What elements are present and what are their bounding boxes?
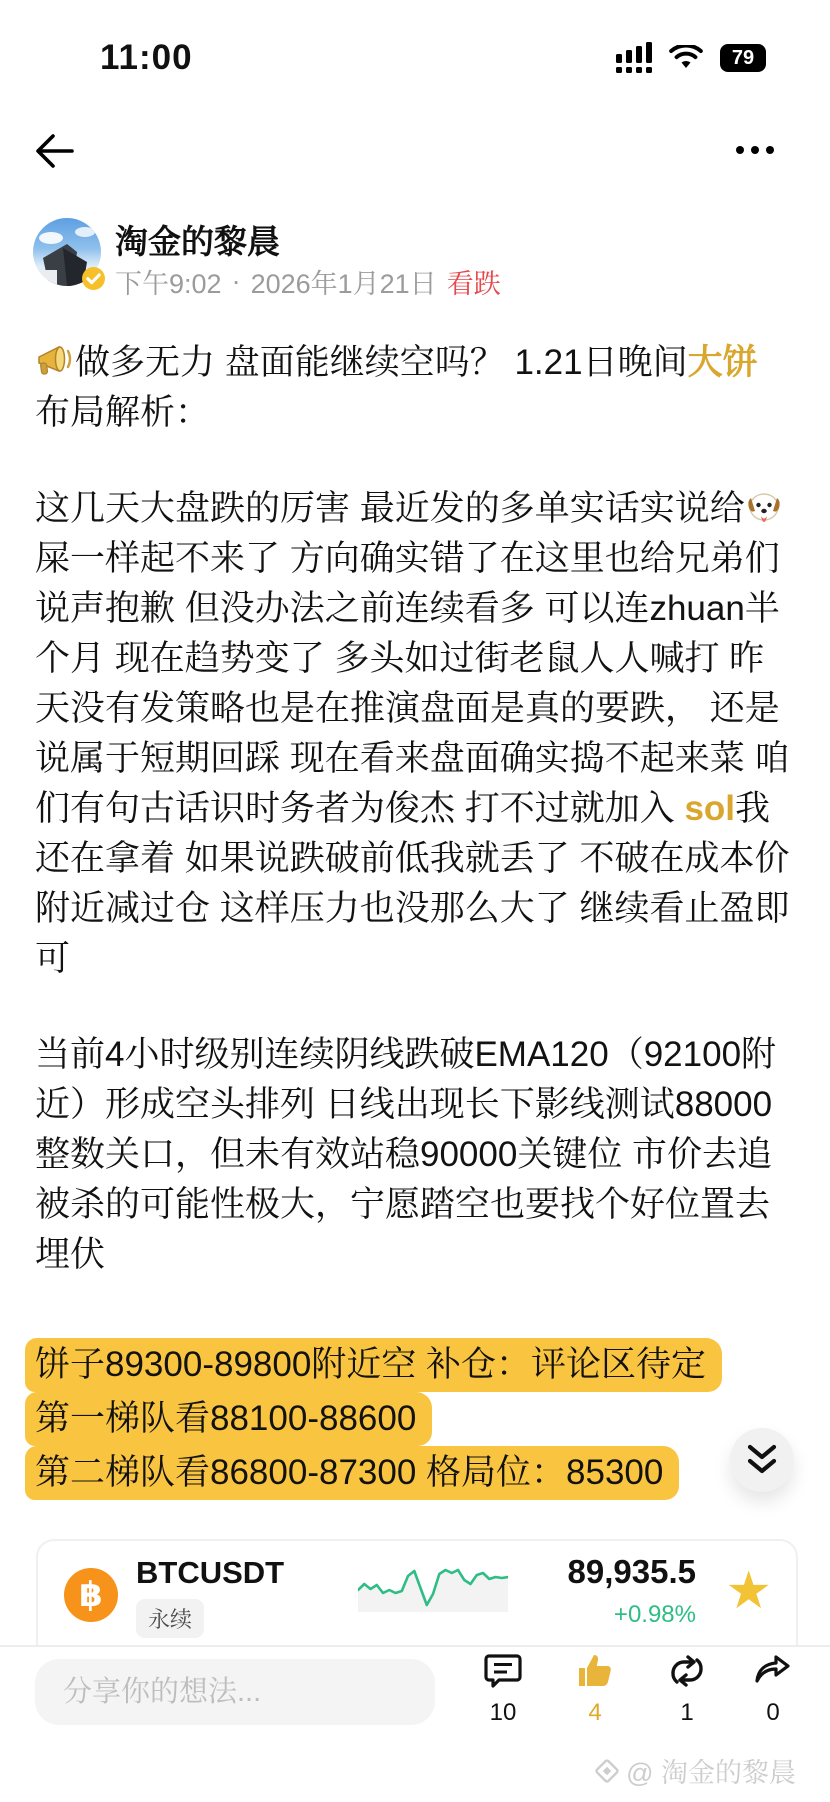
comment-icon	[483, 1651, 523, 1691]
post-line	[35, 534, 807, 584]
like-count: 4	[588, 1699, 602, 1726]
post-text: 埋伏	[35, 1235, 106, 1274]
highlight-marker	[25, 1392, 432, 1446]
post-text-gold: sol	[684, 789, 736, 828]
post-line	[35, 684, 807, 734]
ticker-change: +0.98%	[613, 1601, 696, 1628]
post-text: 近）形成空头排列 日线出现长下影线测试88000	[35, 1085, 773, 1124]
post-line-highlighted	[35, 1446, 807, 1500]
post-text-gold: 大饼	[687, 343, 758, 382]
post-line	[35, 1180, 807, 1230]
ticker-card[interactable]	[36, 1539, 798, 1649]
post-text: 当前4小时级别连续阴线跌破EMA120（92100附	[35, 1035, 777, 1074]
post-line	[35, 834, 807, 884]
post-line	[35, 784, 807, 834]
wifi-icon	[669, 45, 703, 71]
post-text: 附近减过仓 这样压力也没那么大了 继续看止盈即	[35, 889, 790, 928]
share-icon	[753, 1651, 793, 1691]
post-text: 第二梯队看86800-87300 格局位：85300	[35, 1453, 664, 1492]
price-sparkline	[358, 1559, 508, 1617]
clock: 11:00	[100, 38, 193, 77]
highlight-marker	[25, 1446, 679, 1500]
perpetual-tag: 永续	[136, 1599, 204, 1638]
post-meta	[115, 262, 501, 301]
dog-emoji-icon	[745, 489, 783, 525]
post-line	[35, 1030, 807, 1080]
post-line	[35, 1130, 807, 1180]
meta-separator: ·	[231, 266, 241, 296]
post-text: 被杀的可能性极大，宁愿踏空也要找个好位置去	[35, 1185, 771, 1224]
repost-icon	[667, 1651, 707, 1691]
repost-button[interactable]	[652, 1651, 722, 1727]
like-button[interactable]	[560, 1651, 630, 1727]
post-line	[35, 484, 807, 534]
post-text: 饼子89300-89800附近空 补仓：评论区待定	[35, 1345, 707, 1384]
nav-bar	[0, 128, 830, 178]
post-text: 布局解析：	[35, 393, 211, 432]
author-header	[33, 218, 797, 299]
post-text: 说属于短期回踩 现在看来盘面确实捣不起来菜 咱	[35, 739, 790, 778]
post-line-highlighted	[35, 1392, 807, 1446]
author-name[interactable]: 淘金的黎晨	[115, 223, 280, 260]
comment-input[interactable]: 分享你的想法...	[35, 1659, 435, 1725]
bitcoin-logo-icon: ฿	[64, 1568, 118, 1622]
post-text: 说声抱歉 但没办法之前连续看多 可以连zhuan半	[35, 589, 780, 628]
ticker-price: 89,935.5	[567, 1553, 696, 1590]
verified-badge-icon	[81, 266, 106, 291]
post-line	[35, 1080, 807, 1130]
post-line	[35, 388, 807, 438]
share-button[interactable]	[738, 1651, 808, 1727]
post-time: 下午9:02	[115, 269, 222, 299]
comment-count: 10	[489, 1699, 517, 1726]
watermark	[594, 1751, 796, 1790]
post-line	[35, 584, 807, 634]
post-text: 做多无力 盘面能继续空吗？ 1.21日晚间	[75, 343, 688, 382]
post-line-highlighted	[35, 1338, 807, 1392]
post-text: 整数关口，但未有效站稳90000关键位 市价去追	[35, 1135, 773, 1174]
megaphone-emoji	[35, 343, 75, 393]
post-text: 天没有发策略也是在推演盘面是真的要跌， 还是	[35, 689, 780, 728]
battery-percent: 79	[720, 44, 766, 72]
post-line	[35, 734, 807, 784]
share-count: 0	[766, 1699, 780, 1726]
thumbs-up-icon	[575, 1651, 615, 1691]
post-line	[35, 634, 807, 684]
post-text: 屎一样起不来了 方向确实错了在这里也给兄弟们	[35, 539, 780, 578]
post-line	[35, 884, 807, 934]
ticker-symbol: BTCUSDT	[136, 1555, 285, 1590]
post-text: 个月 现在趋势变了 多头如过街老鼠人人喊打 昨	[35, 639, 765, 678]
post-line	[35, 934, 807, 984]
double-chevron-down-icon	[745, 1442, 779, 1478]
battery-icon	[720, 44, 772, 72]
post-text: 可	[35, 939, 71, 978]
post-text: 这几天大盘跌的厉害 最近发的多单实话实说给	[35, 489, 745, 528]
post-body	[35, 338, 807, 1500]
post-text: 我	[735, 789, 771, 828]
post-line	[35, 1230, 807, 1280]
more-menu-icon[interactable]	[736, 146, 774, 154]
post-text: 们有句古话识时务者为俊杰 打不过就加入	[35, 789, 685, 828]
post-text: 还在拿着 如果说跌破前低我就丢了 不破在成本价	[35, 839, 790, 878]
back-arrow-icon[interactable]	[33, 132, 75, 170]
dog-emoji	[745, 489, 783, 539]
post-text: 第一梯队看88100-88600	[35, 1399, 417, 1438]
highlight-marker	[25, 1338, 722, 1392]
favorite-star-icon[interactable]: ★	[725, 1562, 772, 1620]
bearish-tag[interactable]: 看跌	[446, 269, 501, 299]
repost-count: 1	[680, 1699, 694, 1726]
watermark-handle: @ 淘金的黎晨	[626, 1758, 796, 1788]
comment-button[interactable]	[468, 1651, 538, 1727]
scroll-to-bottom-button[interactable]	[730, 1428, 794, 1492]
post-line	[35, 338, 807, 388]
watermark-diamond-icon	[594, 1758, 620, 1784]
status-bar	[0, 36, 830, 84]
post-date: 2026年1月21日	[250, 269, 437, 299]
megaphone-emoji-icon	[35, 343, 75, 379]
cellular-signal-icon	[616, 42, 652, 73]
